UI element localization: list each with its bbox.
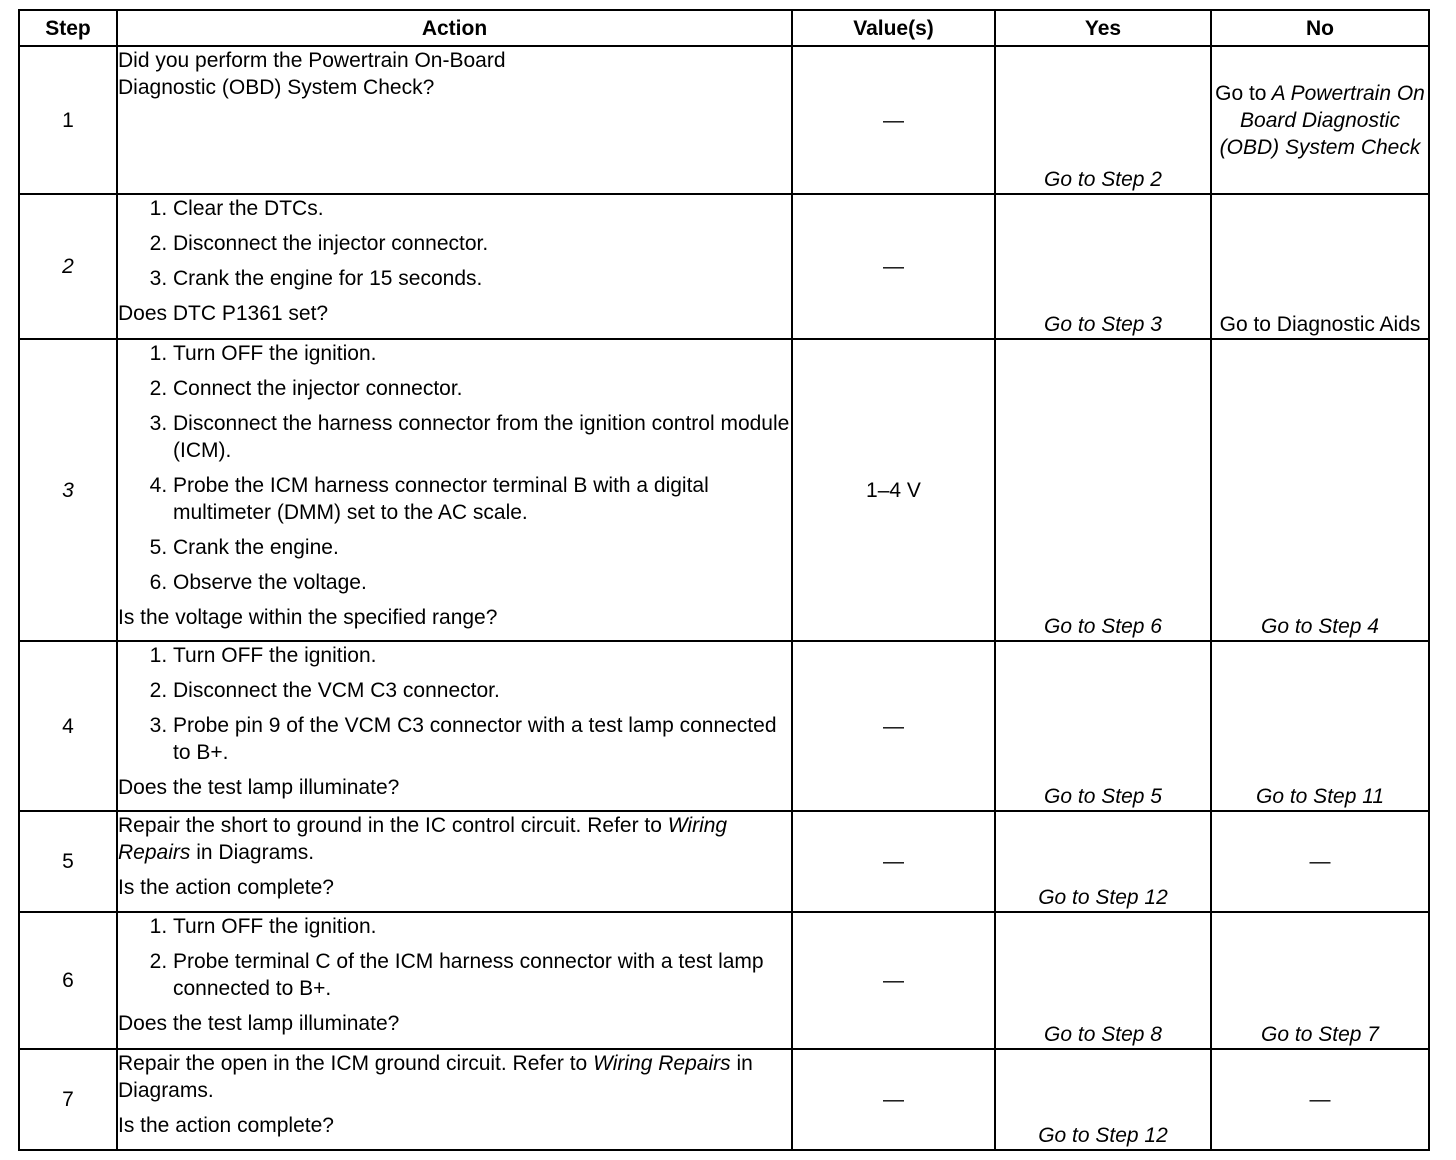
no-italic-ref: A Powertrain On Board Diagnostic (OBD) System Check [1219,81,1425,159]
action-step: 1. Clear the DTCs. [173,195,791,222]
header-yes: Yes [995,10,1211,46]
action-question: Does the test lamp illuminate? [118,776,400,799]
yes-cell: Go to Step 12 [995,1049,1211,1150]
step-number: 2 [19,194,117,339]
header-values: Value(s) [792,10,995,46]
action-cell [117,912,792,1049]
action-question: Is the action complete? [118,876,334,899]
value-cell: — [792,912,995,1049]
step-number: 1 [19,46,117,194]
action-cell [117,641,792,811]
no-cell: Go to Step 4 [1211,339,1429,641]
table-row [19,46,1429,194]
action-cell [117,811,792,912]
header-row [19,10,1429,46]
action-step: 1. Turn OFF the ignition. [173,913,791,940]
action-step: 5. Crank the engine. [173,534,791,561]
action-steps [118,913,791,1002]
intro-text-end: in Diagrams. [118,1052,753,1102]
no-cell: Go to Diagnostic Aids [1211,194,1429,339]
step-number: 6 [19,912,117,1049]
no-prefix: Go to [1215,81,1267,105]
action-step: 2. Disconnect the injector connector. [173,230,791,257]
value-cell: — [792,46,995,194]
action-step: 3. Probe pin 9 of the VCM C3 connector with a test lamp connected to B+. [173,712,791,766]
intro-text: Repair the open in the ICM ground circuit. Refer to [118,1052,588,1075]
header-step: Step [19,10,117,46]
action-step: 2. Disconnect the VCM C3 connector. [173,677,791,704]
action-steps [118,195,791,292]
wiring-repairs-ref: Wiring Repairs [593,1052,731,1075]
table-row [19,811,1429,912]
action-intro [118,812,791,866]
value-cell: — [792,811,995,912]
no-cell: — [1211,811,1429,912]
action-cell [117,1049,792,1150]
value-cell: — [792,641,995,811]
action-step: 6. Observe the voltage. [173,569,791,596]
no-cell: Go to Step 7 [1211,912,1429,1049]
value-cell: — [792,194,995,339]
action-cell [117,339,792,641]
action-cell [117,46,792,194]
table-row [19,1049,1429,1150]
action-question: Is the voltage within the specified range? [118,606,498,629]
action-step: 2. Connect the injector connector. [173,375,791,402]
action-step: 3. Crank the engine for 15 seconds. [173,265,791,292]
wiring-repairs-ref: Wiring Repairs [118,814,728,864]
intro-text-end: in Diagrams. [196,841,315,864]
action-step: 1. Turn OFF the ignition. [173,642,791,669]
action-step: 2. Probe terminal C of the ICM harness connector with a test lamp connected to B+. [173,948,791,1002]
action-cell [117,194,792,339]
action-step: 1. Turn OFF the ignition. [173,340,791,367]
yes-cell: Go to Step 8 [995,912,1211,1049]
table-row [19,194,1429,339]
header-action: Action [117,10,792,46]
step-number: 3 [19,339,117,641]
no-cell: — [1211,1049,1429,1150]
value-cell: — [792,1049,995,1150]
value-cell: 1–4 V [792,339,995,641]
action-step: 3. Disconnect the harness connector from the ignition control module (ICM). [173,410,791,464]
diagnostic-table [18,9,1430,1151]
action-intro [118,1050,791,1104]
action-question: Is the action complete? [118,1114,334,1137]
action-steps [118,642,791,766]
no-cell: Go to Step 11 [1211,641,1429,811]
step-number: 4 [19,641,117,811]
action-intro: Did you perform the Powertrain On-Board Diagnostic (OBD) System Check? [118,49,506,99]
action-question: Does DTC P1361 set? [118,302,329,325]
action-step: 4. Probe the ICM harness connector terminal B with a digital multimeter (DMM) set to the AC scale. [173,472,791,526]
no-cell [1211,46,1429,194]
yes-cell: Go to Step 3 [995,194,1211,339]
step-number: 7 [19,1049,117,1150]
header-no: No [1211,10,1429,46]
yes-cell: Go to Step 5 [995,641,1211,811]
table-row [19,641,1429,811]
action-steps [118,340,791,596]
yes-cell: Go to Step 6 [995,339,1211,641]
step-number: 5 [19,811,117,912]
intro-text: Repair the short to ground in the IC control circuit. Refer to [118,814,662,837]
table-row [19,339,1429,641]
yes-cell: Go to Step 12 [995,811,1211,912]
action-question: Does the test lamp illuminate? [118,1012,400,1035]
table-row [19,912,1429,1049]
yes-cell: Go to Step 2 [995,46,1211,194]
